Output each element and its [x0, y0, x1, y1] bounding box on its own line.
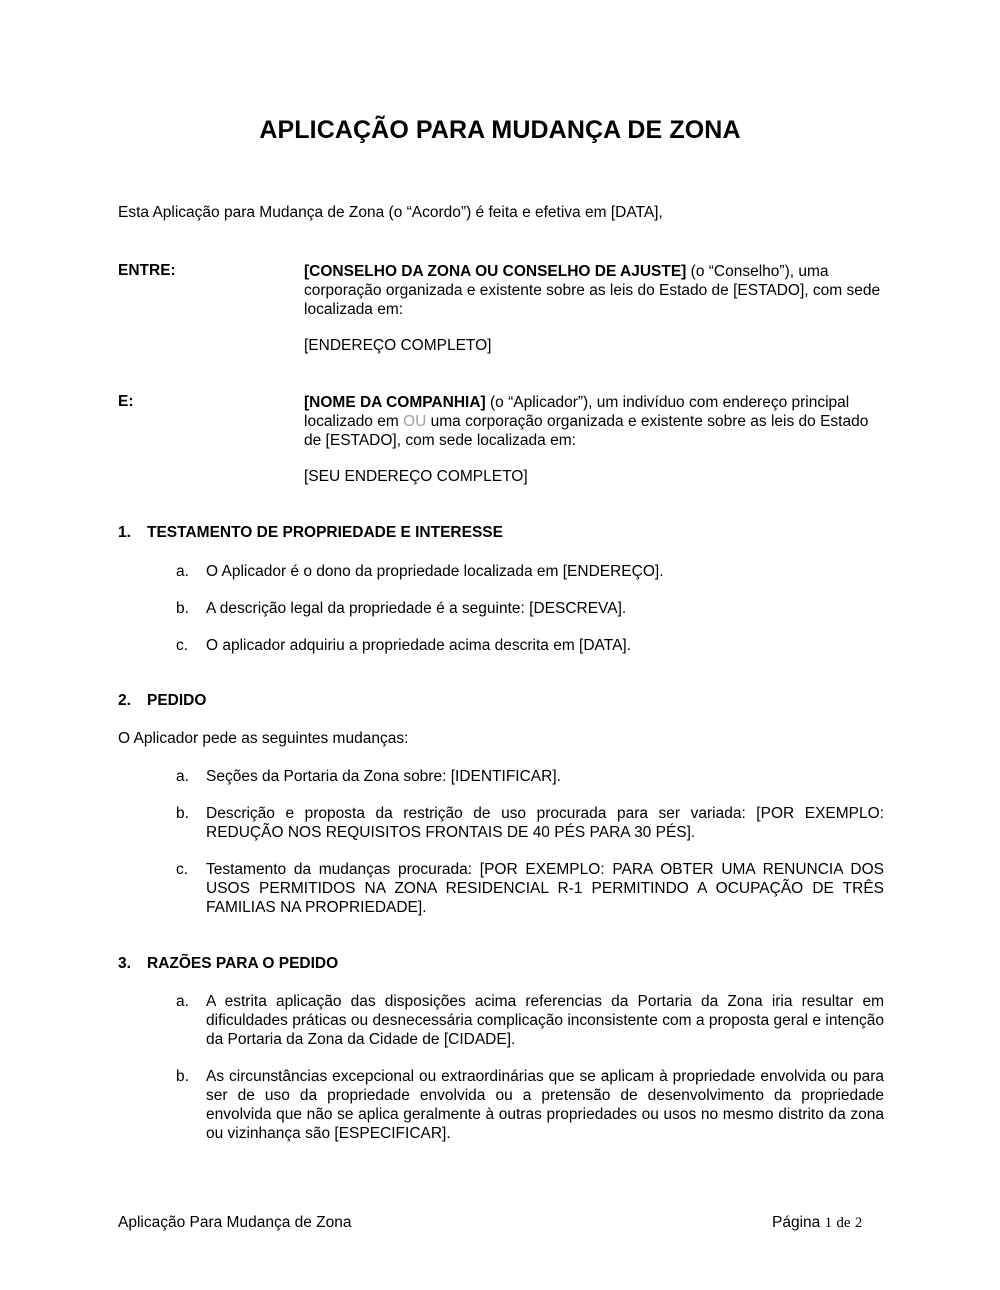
item-letter: b. — [176, 805, 189, 822]
section-number: 3. — [118, 955, 131, 972]
section-lead-text: O Aplicador pede as seguintes mudanças: — [118, 730, 409, 747]
footer-document-title: Aplicação Para Mudança de Zona — [118, 1214, 352, 1231]
item-letter: c. — [176, 861, 189, 878]
section-title: PEDIDO — [147, 692, 207, 709]
item-letter: a. — [176, 993, 189, 1010]
party-label-entre: ENTRE: — [118, 262, 176, 279]
item-text: A descrição legal da propriedade é a seguinte: [DESCREVA]. — [206, 600, 627, 617]
list-item — [176, 804, 884, 842]
item-letter: b. — [176, 600, 189, 617]
item-text: O Aplicador é o dono da propriedade localizada em [ENDEREÇO]. — [206, 563, 664, 580]
document-title: APLICAÇÃO PARA MUDANÇA DE ZONA — [259, 116, 741, 144]
party-name-council: [CONSELHO DA ZONA OU CONSELHO DE AJUSTE] — [304, 263, 687, 280]
section-title: RAZÕES PARA O PEDIDO — [147, 955, 339, 972]
item-letter: b. — [176, 1068, 189, 1085]
page-total: 2 — [854, 1215, 863, 1231]
section-heading-1 — [118, 524, 503, 542]
item-text: As circunstâncias excepcional ou extraordinárias que se aplicam à propriedade envolvida ou para ser de uso da propriedade envolvida ou a pretensão de desenvolvimento da propriedade envolvida que não se aplica geralmente à outras propriedades ou usos no mesmo distrito da zona ou vizinhança são [ESPECIFICAR]. — [206, 1068, 884, 1142]
list-item — [176, 992, 884, 1049]
party-text-applicant-2: uma corporação organizada e existente sobre as leis do Estado de [ESTADO], com sede localizada em: — [304, 413, 869, 449]
item-text: O aplicador adquiriu a propriedade acima descrita em [DATA]. — [206, 637, 632, 654]
list-item — [176, 860, 884, 917]
page-label: Página — [772, 1214, 821, 1231]
item-text: Testamento da mudanças procurada: [POR EXEMPLO: PARA OBTER UMA RENUNCIA DOS USOS PERMITIDOS NA ZONA RESIDENCIAL R-1 PERMITINDO A OCUPAÇÃO DE TRÊS FAMILIAS NA PROPRIEDADE]. — [206, 861, 884, 916]
item-letter: a. — [176, 563, 189, 580]
list-item — [176, 1067, 884, 1143]
party-description-applicant — [304, 393, 884, 450]
list-item — [176, 636, 884, 655]
party-description-council — [304, 262, 884, 319]
item-text: Seções da Portaria da Zona sobre: [IDENTIFICAR]. — [206, 768, 561, 785]
list-item — [176, 767, 884, 786]
section-heading-2 — [118, 692, 206, 710]
party-label-e: E: — [118, 393, 134, 410]
footer-page-number — [772, 1214, 862, 1232]
item-letter: c. — [176, 637, 189, 654]
party-text-council: (o “Conselho”), uma corporação organizada e existente sobre as leis do Estado de [ESTADO], com sede localizada em: — [304, 263, 881, 318]
party-address-applicant: [SEU ENDEREÇO COMPLETO] — [304, 468, 528, 485]
list-item — [176, 562, 884, 581]
or-placeholder: OU — [403, 413, 427, 430]
list-item — [176, 599, 884, 618]
section-title: TESTAMENTO DE PROPRIEDADE E INTERESSE — [147, 524, 503, 541]
item-text: Descrição e proposta da restrição de uso procurada para ser variada: [POR EXEMPLO: REDUÇÃO NOS REQUISITOS FRONTAIS DE 40 PÉS PARA 30 PÉS]. — [206, 805, 884, 841]
page-current: 1 — [824, 1215, 833, 1231]
page-of-label: de — [836, 1215, 851, 1231]
section-number: 1. — [118, 524, 131, 541]
section-heading-3 — [118, 955, 338, 973]
section-number: 2. — [118, 692, 131, 709]
party-text-applicant-1: (o “Aplicador”), um indivíduo com endereço principal localizado em — [304, 394, 850, 430]
item-letter: a. — [176, 768, 189, 785]
party-address-council: [ENDEREÇO COMPLETO] — [304, 337, 492, 354]
item-text: A estrita aplicação das disposições acima referencias da Portaria da Zona iria resultar em dificuldades práticas ou desnecessária complicação inconsistente com a proposta geral e intenção da Portaria da Zona da Cidade de [CIDADE]. — [206, 993, 884, 1048]
party-name-applicant: [NOME DA COMPANHIA] — [304, 394, 486, 411]
intro-paragraph: Esta Aplicação para Mudança de Zona (o “Acordo”) é feita e efetiva em [DATA], — [118, 204, 663, 221]
